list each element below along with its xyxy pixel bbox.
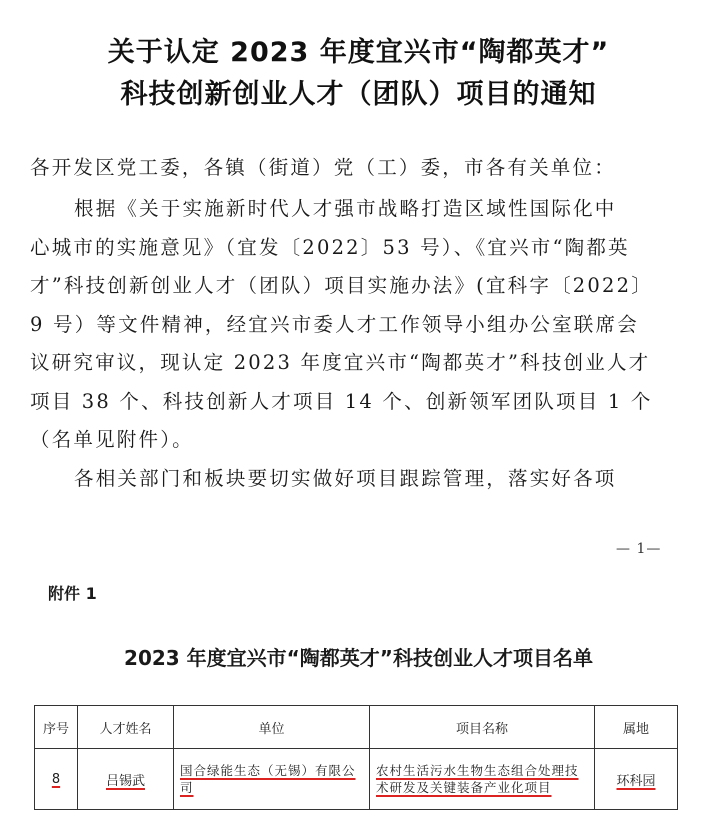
table-header-row: [35, 706, 678, 749]
body-line: 项目 38 个、科技创新人才项目 14 个、创新领军团队项目 1 个: [30, 390, 653, 413]
notice-title-line-2: 科技创新创业人才（团队）项目的通知: [120, 79, 597, 110]
list-title: 2023 年度宜兴市“陶都英才”科技创业人才项目名单: [124, 646, 593, 670]
cell-unit: [174, 749, 370, 810]
talent-project-table: [34, 705, 678, 810]
body-line: 各相关部门和板块要切实做好项目跟踪管理，落实好各项: [74, 467, 617, 490]
body-line: （名单见附件）。: [30, 428, 194, 451]
unit-name: 国合绿能生态（无锡）有限公司: [180, 763, 356, 795]
header-index: 序号: [35, 706, 78, 749]
salutation: 各开发区党工委，各镇（街道）党（工）委，市各有关单位：: [30, 156, 616, 179]
body-line: 根据《关于实施新时代人才强市战略打造区域性国际化中: [74, 197, 617, 220]
body-line: 议研究审议，现认定 2023 年度宜兴市“陶都英才”科技创业人才: [30, 351, 651, 374]
cell-project: [370, 749, 595, 810]
body-line: 才”科技创新创业人才（团队）项目实施办法》(宜科字〔2022〕: [30, 274, 653, 297]
notice-title-line-1: 关于认定 2023 年度宜兴市“陶都英才”: [107, 37, 610, 68]
cell-location: [595, 749, 678, 810]
page-number: — 1—: [616, 541, 662, 557]
project-name: 农村生活污水生物生态组合处理技术研发及关键装备产业化项目: [376, 763, 579, 795]
attachment-label: 附件 1: [48, 584, 97, 603]
talent-name: 吕锡武: [105, 773, 145, 789]
table-row: [35, 749, 678, 810]
header-name: 人才姓名: [78, 706, 174, 749]
cell-index: [35, 749, 78, 810]
header-location: 属地: [595, 706, 678, 749]
header-project: 项目名称: [370, 706, 595, 749]
body-line: 9 号）等文件精神，经宜兴市委人才工作领导小组办公室联席会: [30, 313, 639, 336]
header-unit: 单位: [174, 706, 370, 749]
row-index: 8: [51, 771, 61, 787]
body-line: 心城市的实施意见》（宜发〔2022〕53 号）、《宜兴市“陶都英: [30, 236, 630, 259]
location-name: 环科园: [616, 773, 656, 789]
cell-name: [78, 749, 174, 810]
